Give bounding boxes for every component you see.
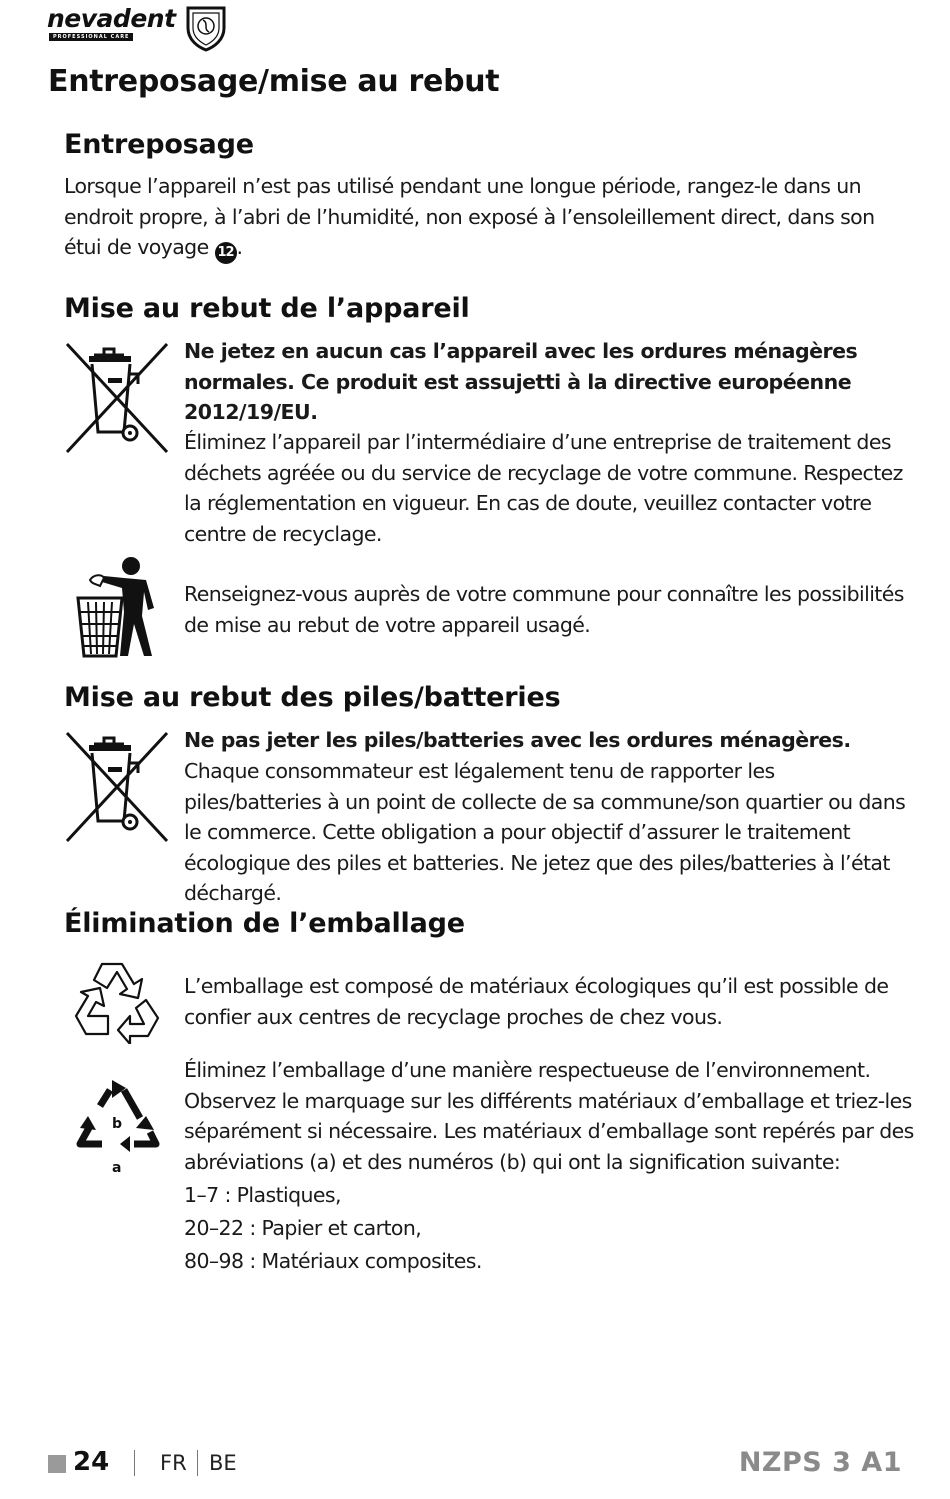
packaging-heading: Élimination de l’emballage — [64, 908, 465, 939]
recycling-code-icon — [72, 1076, 164, 1180]
material-code-item: 1–7 : Plastiques, — [184, 1183, 341, 1207]
footer-language-be: BE — [209, 1451, 237, 1475]
packaging-marking-text: Éliminez l’emballage d’une manière respectueuse de l’environnement. Observez le marquage sur les différents matériaux d’emballage et triez-les séparément si nécessaire. Les matériaux d’emballage sont repérés par des abréviations (a) et des numéros (b) qui ont la signification suivante: — [184, 1058, 914, 1174]
storage-text: Lorsque l’appareil n’est pas utilisé pendant une longue période, rangez-le dans un endroit propre, à l’abri de l’humidité, non exposé à l’ensoleillement direct, dans son étui de voyage 12 . — [64, 171, 894, 264]
material-codes-list — [184, 1179, 884, 1278]
symbol-label-b: b — [112, 1116, 123, 1132]
symbol-label-a: a — [112, 1160, 122, 1176]
crossed-bin-icon — [64, 340, 170, 460]
model-number: NZPS 3 A1 — [738, 1447, 902, 1478]
reference-number-badge: 12 — [215, 242, 237, 264]
footer-language-fr: FR — [160, 1451, 187, 1475]
tidyman-icon — [74, 556, 160, 664]
footer-marker — [48, 1455, 66, 1473]
recycle-icon — [72, 958, 164, 1048]
crossed-bin-icon — [64, 729, 170, 849]
battery-disposal-warning: Ne pas jeter les piles/batteries avec les ordures ménagères. — [184, 728, 851, 752]
page-title: Entreposage/mise au rebut — [48, 64, 500, 99]
page-number: 24 — [73, 1447, 110, 1477]
footer-divider — [197, 1450, 198, 1476]
brand-logo: nevadent — [47, 4, 176, 33]
battery-disposal-text: Chaque consommateur est légalement tenu de rapporter les piles/batteries à un point de collecte de sa commune/son quartier ou dans le commerce. Cette obligation a pour objectif d’assurer le traitement écologique des piles et batteries. Ne jetez que des piles/batteries à l’état déchargé. — [184, 759, 906, 905]
material-code-item: 20–22 : Papier et carton, — [184, 1216, 422, 1240]
storage-heading: Entreposage — [64, 129, 254, 160]
device-disposal-info: Renseignez-vous auprès de votre commune pour connaître les possibilités de mise au rebut de votre appareil usagé. — [184, 582, 904, 637]
brand-tagline: PROFESSIONAL CARE — [49, 33, 133, 41]
device-disposal-text: Éliminez l’appareil par l’intermédiaire d’une entreprise de traitement des déchets agréée ou du service de recyclage de votre commune. Respectez la réglementation en vigueur. En cas de doute, veuillez contacter votre centre de recyclage. — [184, 430, 903, 546]
footer-divider — [134, 1450, 135, 1476]
brand-shield-icon — [184, 4, 228, 56]
device-disposal-heading: Mise au rebut de l’appareil — [64, 293, 470, 324]
packaging-recycle-text: L’emballage est composé de matériaux écologiques qu’il est possible de confier aux centres de recyclage proches de chez vous. — [184, 974, 889, 1029]
material-code-item: 80–98 : Matériaux composites. — [184, 1249, 482, 1273]
battery-disposal-heading: Mise au rebut des piles/batteries — [64, 682, 561, 713]
device-disposal-warning: Ne jetez en aucun cas l’appareil avec les ordures ménagères normales. Ce produit est assujetti à la directive européenne 2012/19/EU. — [184, 339, 858, 424]
